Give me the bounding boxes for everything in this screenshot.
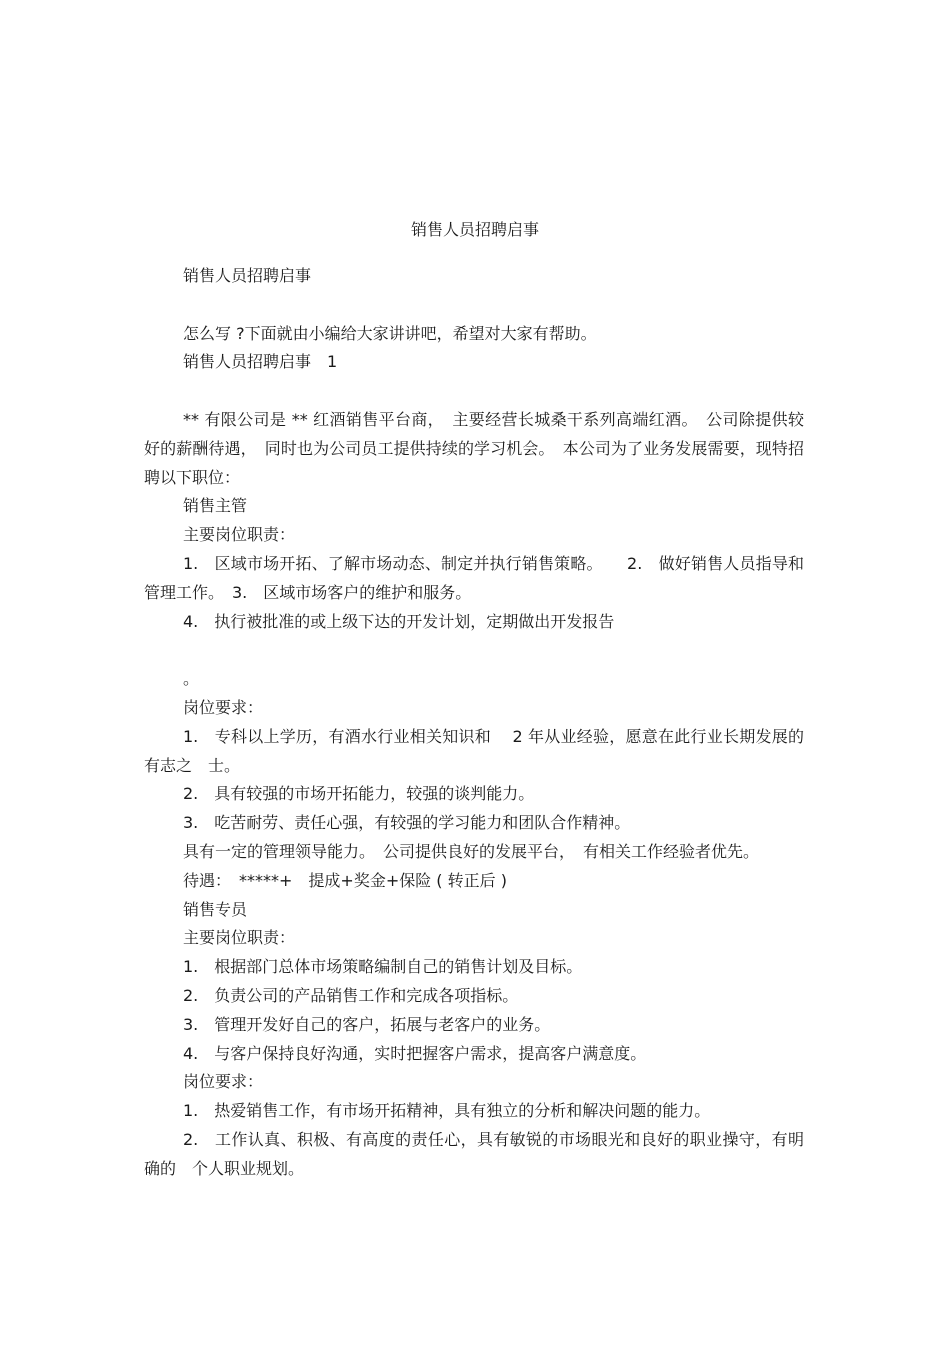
duties-label-1: 主要岗位职责： bbox=[183, 525, 296, 545]
req-2-item-1: 1. 热爱销售工作，有市场开拓精神，具有独立的分析和解决问题的能力。 bbox=[183, 1101, 711, 1121]
spacer bbox=[144, 291, 804, 320]
req-1-extra: 具有一定的管理领导能力。 公司提供良好的发展平台， 有相关工作经验者优先。 bbox=[183, 841, 760, 861]
duty-2-item-1: 1. 根据部门总体市场策略编制自己的销售计划及目标。 bbox=[183, 957, 583, 977]
requirements-label-1: 岗位要求： bbox=[183, 697, 264, 717]
req-2-item-2: 2. 工作认真、积极、有高度的责任心，具有敏锐的市场眼光和良好的职业操守，有明确的 个人职业规划。 bbox=[144, 1129, 804, 1178]
req-1-item-1: 1. 专科以上学历，有酒水行业相关知识和 2 年从业经验，愿意在此行业长期发展的有志之 士。 bbox=[144, 726, 804, 775]
position-title-1: 销售主管 bbox=[183, 496, 248, 516]
req-1-item-2: 2. 具有较强的市场开拓能力，较强的谈判能力。 bbox=[183, 784, 535, 804]
subtitle-line: 销售人员招聘启事 bbox=[183, 266, 312, 285]
duty-1-items-1-3: 1. 区域市场开拓、了解市场动态、制定并执行销售策略。 2. 做好销售人员指导和管理工作。 3. 区域市场客户的维护和服务。 bbox=[144, 553, 804, 602]
duty-2-item-3: 3. 管理开发好自己的客户，拓展与老客户的业务。 bbox=[183, 1014, 551, 1034]
document-body bbox=[144, 262, 804, 1184]
position-title-2: 销售专员 bbox=[183, 899, 248, 919]
stray-period: 。 bbox=[183, 669, 200, 689]
salary-line: 待遇： *****+ 提成+奖金+保险 ( 转正后 ) bbox=[183, 870, 507, 890]
req-1-item-3: 3. 吃苦耐劳、责任心强，有较强的学习能力和团队合作精神。 bbox=[183, 813, 631, 833]
duty-2-item-2: 2. 负责公司的产品销售工作和完成各项指标。 bbox=[183, 985, 519, 1005]
duties-label-2: 主要岗位职责： bbox=[183, 928, 296, 948]
intro-line: 怎么写 ?下面就由小编给大家讲讲吧，希望对大家有帮助。 bbox=[183, 323, 597, 343]
company-intro-paragraph: ** 有限公司是 ** 红酒销售平台商， 主要经营长城桑干系列高端红酒。 公司除提供较好的薪酬待遇， 同时也为公司员工提供持续的学习机会。 本公司为了业务发展需要，现特招聘以下职位： bbox=[144, 409, 804, 487]
duty-1-item-4: 4. 执行被批准的或上级下达的开发计划，定期做出开发报告 bbox=[183, 611, 615, 631]
duty-2-item-4: 4. 与客户保持良好沟通，实时把握客户需求，提高客户满意度。 bbox=[183, 1043, 647, 1063]
document-title: 销售人员招聘启事 bbox=[410, 220, 539, 239]
requirements-label-2: 岗位要求： bbox=[183, 1072, 264, 1092]
spacer bbox=[144, 377, 804, 406]
spacer bbox=[144, 636, 804, 665]
section-heading-1: 销售人员招聘启事 1 bbox=[183, 352, 338, 372]
